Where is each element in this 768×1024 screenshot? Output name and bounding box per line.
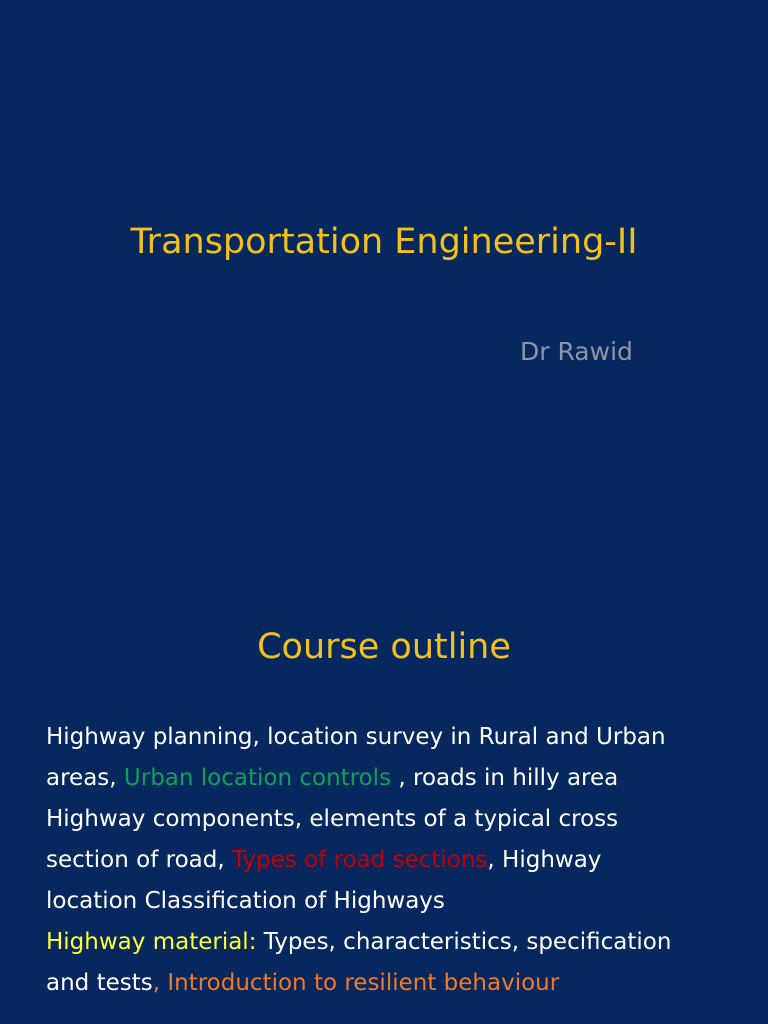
- outline-text: section of road,: [46, 847, 232, 873]
- author-name: Dr Rawid: [520, 337, 633, 366]
- outline-line: [46, 881, 726, 922]
- outline-text: Highway components, elements of a typical cross: [46, 806, 619, 832]
- outline-text: and tests: [46, 970, 153, 996]
- outline-line: [46, 717, 726, 758]
- highlight-resilient-behaviour: , Introduction to resilient behaviour: [152, 970, 560, 996]
- outline-text: location Classification of Highways: [46, 888, 445, 914]
- outline-text: areas,: [46, 765, 124, 791]
- outline-text: , Highway: [487, 847, 602, 873]
- outline-line: [46, 963, 726, 1004]
- outline-line: [46, 758, 726, 799]
- course-outline-heading: Course outline: [257, 627, 511, 667]
- outline-line: [46, 922, 726, 963]
- slide-title: Transportation Engineering-II: [130, 222, 638, 262]
- outline-text: , roads in hilly area: [398, 765, 619, 791]
- highlight-urban-location-controls: Urban location controls: [123, 765, 399, 791]
- outline-line: [46, 840, 726, 881]
- highlight-types-of-road-sections: Types of road sections: [231, 847, 488, 873]
- highlight-highway-material: Highway material:: [46, 929, 257, 955]
- outline-text: Highway planning, location survey in Rural and Urban: [46, 724, 666, 750]
- outline-line: [46, 799, 726, 840]
- outline-text: Types, characteristics, specification: [256, 929, 672, 955]
- course-outline-body: [46, 717, 726, 1004]
